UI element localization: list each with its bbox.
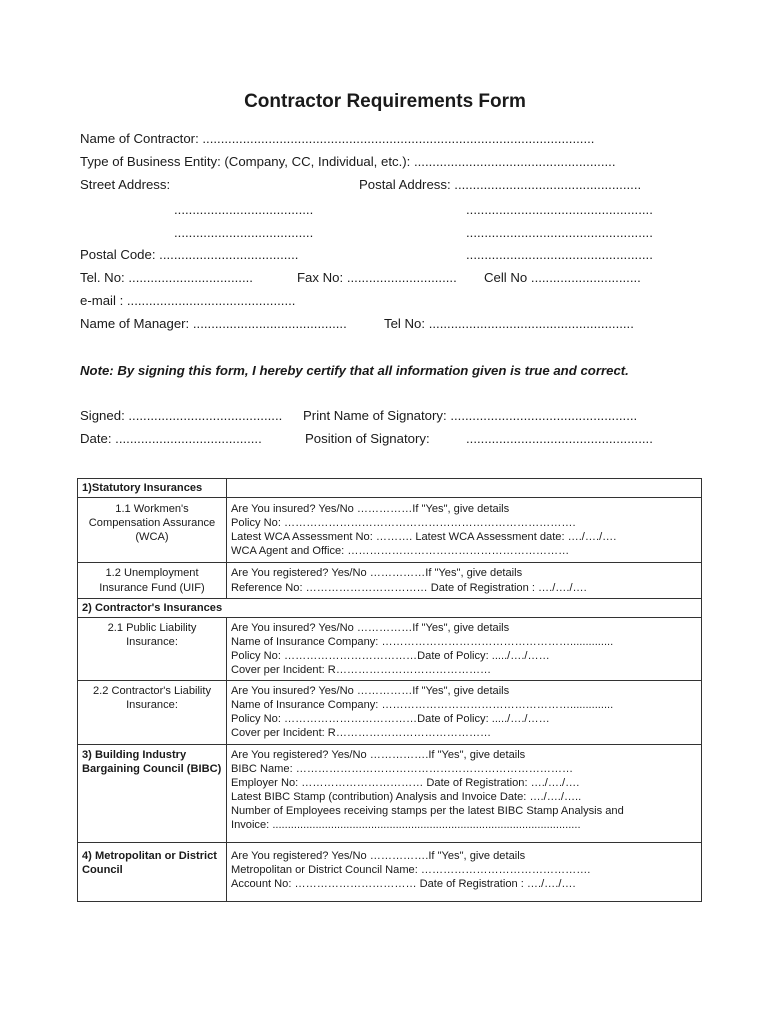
bibc-label: 3) Building Industry Bargaining Council (BIBC) (78, 744, 227, 843)
requirements-table (77, 478, 702, 902)
empty-cell (227, 479, 702, 498)
public-liability-line: Policy No: ………………………………Date of Policy: ...../…./…… (231, 649, 550, 662)
bibc-line: Employer No: …………………………… Date of Registration: …./…./…. (231, 776, 580, 789)
uif-line: Reference No: …………………………… Date of Registration : …./…./…. (231, 581, 587, 594)
table-row (78, 563, 702, 598)
metro-line: Account No: …………………………… Date of Registration : …./…./…. (231, 878, 576, 891)
wca-label: 1.1 Workmen's Compensation Assurance (WCA) (78, 498, 227, 563)
table-row (78, 479, 702, 498)
bibc-line: Number of Employees receiving stamps per the latest BIBC Stamp Analysis and (231, 804, 624, 817)
public-liability-line: Name of Insurance Company: …………………………………………….............. (231, 635, 614, 648)
public-liability-label: 2.1 Public Liability Insurance: (78, 617, 227, 680)
postal-code-field[interactable]: Postal Code: ...................................... (80, 247, 299, 262)
postal-address-field[interactable]: Postal Address: ................................................... (359, 177, 642, 192)
date-field[interactable]: Date: ........................................ (80, 431, 262, 446)
table-row (78, 498, 702, 563)
table-row (78, 744, 702, 843)
uif-details[interactable] (227, 563, 702, 598)
metro-line: Are You registered? Yes/No …………….If "Yes", give details (231, 850, 526, 863)
uif-line: Are You registered? Yes/No ……………If "Yes", give details (231, 567, 523, 580)
postal-address-line-1[interactable]: ................................................... (466, 202, 653, 217)
contractor-liability-details[interactable] (227, 681, 702, 744)
contractor-liability-line: Are You insured? Yes/No ……………If "Yes", give details (231, 685, 510, 698)
contractor-name-field[interactable]: Name of Contractor: ........................................................................................................... (80, 131, 595, 146)
table-row (78, 681, 702, 744)
street-address-label: Street Address: (80, 177, 171, 192)
postal-address-line-3[interactable]: ................................................... (466, 247, 653, 262)
uif-label: 1.2 Unemployment Insurance Fund (UIF) (78, 563, 227, 598)
contractor-liability-line: Policy No: ………………………………Date of Policy: ...../…./…… (231, 713, 550, 726)
public-liability-line: Are You insured? Yes/No ……………If "Yes", give details (231, 621, 510, 634)
position-field[interactable]: ................................................... (466, 431, 653, 446)
postal-address-line-2[interactable]: ................................................... (466, 225, 653, 240)
contractor-liability-line: Cover per Incident: R…………………………………… (231, 727, 492, 740)
wca-details[interactable] (227, 498, 702, 563)
section-statutory-heading: 1)Statutory Insurances (78, 479, 227, 498)
metro-line: Metropolitan or District Council Name: ………………………………………. (231, 864, 591, 877)
tel-no-field[interactable]: Tel. No: .................................. (80, 270, 253, 285)
bibc-line: Are You registered? Yes/No …………….If "Yes", give details (231, 748, 526, 761)
manager-tel-field[interactable]: Tel No: ........................................................ (384, 316, 634, 331)
contractor-liability-line: Name of Insurance Company: …………………………………………….............. (231, 699, 614, 712)
manager-name-field[interactable]: Name of Manager: .......................................... (80, 316, 347, 331)
table-row (78, 843, 702, 902)
metro-label: 4) Metropolitan or District Council (78, 843, 227, 902)
table-row (78, 617, 702, 680)
print-name-field[interactable]: Print Name of Signatory: ................................................... (303, 408, 638, 423)
cell-no-field[interactable]: Cell No .............................. (484, 270, 641, 285)
position-label: Position of Signatory: (305, 431, 430, 446)
wca-line: WCA Agent and Office: …………………………………………………… (231, 545, 570, 558)
wca-line: Are You insured? Yes/No ……………If "Yes", give details (231, 503, 510, 516)
metro-details[interactable] (227, 843, 702, 902)
public-liability-line: Cover per Incident: R…………………………………… (231, 664, 492, 677)
certification-note: Note: By signing this form, I hereby certify that all information given is true and correct. (80, 363, 629, 378)
fax-no-field[interactable]: Fax No: .............................. (297, 270, 457, 285)
wca-line: Latest WCA Assessment No: ………. Latest WCA Assessment date: …./…./…. (231, 531, 617, 544)
bibc-line: Latest BIBC Stamp (contribution) Analysis and Invoice Date: …./…./….. (231, 790, 582, 803)
form-title: Contractor Requirements Form (244, 91, 526, 112)
wca-line: Policy No: ……………………………………………………………………. (231, 517, 576, 530)
bibc-line: Invoice: .................................................................................................... (231, 818, 581, 831)
street-address-line-2[interactable]: ...................................... (174, 225, 314, 240)
street-address-line-1[interactable]: ...................................... (174, 202, 314, 217)
public-liability-details[interactable] (227, 617, 702, 680)
table-row (78, 598, 702, 617)
contractor-liability-label: 2.2 Contractor's Liability Insurance: (78, 681, 227, 744)
email-field[interactable]: e-mail : .............................................. (80, 293, 296, 308)
section-contractor-heading: 2) Contractor's Insurances (78, 598, 702, 617)
business-entity-field[interactable]: Type of Business Entity: (Company, CC, Individual, etc.): ....................................................... (80, 154, 616, 169)
signed-field[interactable]: Signed: .......................................... (80, 408, 283, 423)
bibc-details[interactable] (227, 744, 702, 843)
bibc-line: BIBC Name: ………………………………………………………………… (231, 762, 574, 775)
